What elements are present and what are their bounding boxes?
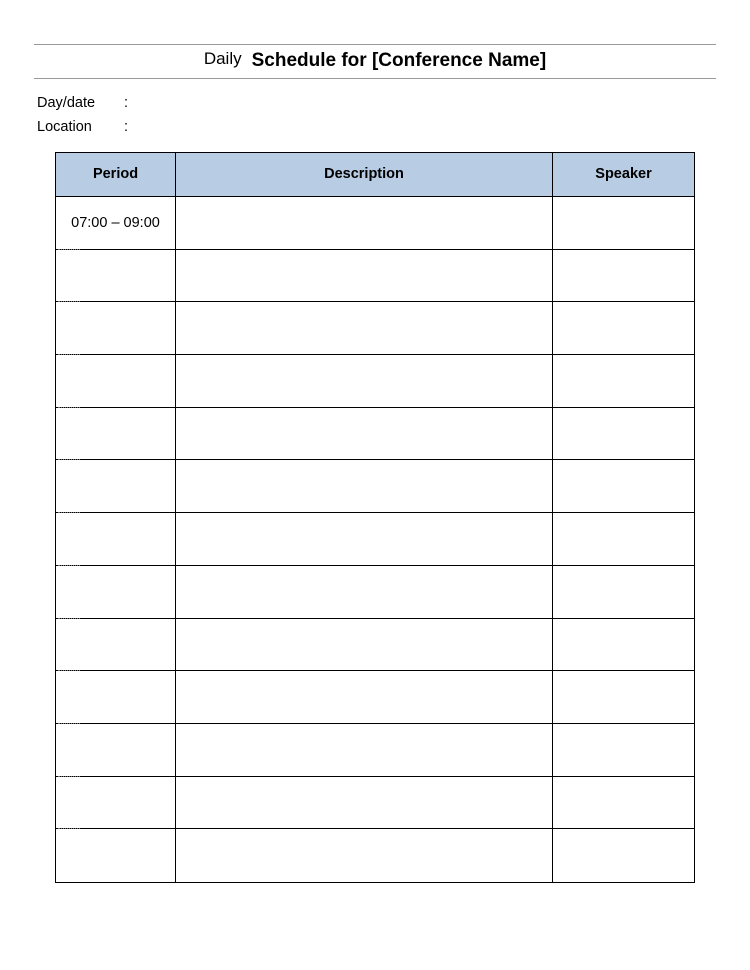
- period-cell: [56, 355, 175, 407]
- description-cell: [176, 250, 552, 302]
- header-description: Description: [324, 166, 404, 182]
- speaker-cell: [553, 197, 694, 249]
- page-title: [34, 46, 716, 76]
- speaker-cell: [553, 302, 694, 354]
- speaker-cell: [553, 829, 694, 882]
- period-cell: [56, 724, 175, 776]
- table-row: [56, 460, 694, 513]
- table-row: [56, 829, 694, 882]
- column-divider: [552, 153, 553, 882]
- description-cell: [176, 829, 552, 882]
- period-cell: [56, 829, 175, 882]
- description-cell: [176, 460, 552, 512]
- period-cell: [56, 302, 175, 354]
- header-period: Period: [92, 166, 139, 182]
- description-cell: [176, 724, 552, 776]
- speaker-cell: [553, 355, 694, 407]
- period-cell: [56, 408, 175, 460]
- table-header: [56, 153, 694, 197]
- speaker-cell: [553, 671, 694, 723]
- period-cell: [56, 619, 175, 671]
- period-cell: 07:00 – 09:00: [71, 215, 160, 231]
- table-row: [56, 355, 694, 408]
- column-divider: [175, 153, 176, 882]
- period-cell: [56, 566, 175, 618]
- day-date-row: [37, 93, 128, 113]
- speaker-cell: [553, 460, 694, 512]
- table-row: [56, 197, 694, 250]
- title-daily: Daily: [203, 49, 242, 68]
- speaker-cell: [553, 250, 694, 302]
- location-separator: :: [124, 119, 129, 135]
- period-cell: [56, 250, 175, 302]
- description-cell: [176, 566, 552, 618]
- speaker-cell: [553, 566, 694, 618]
- table-row: [56, 619, 694, 672]
- speaker-cell: [553, 513, 694, 565]
- period-cell: [56, 460, 175, 512]
- table-row: [56, 671, 694, 724]
- table-row: [56, 777, 694, 830]
- description-cell: [176, 408, 552, 460]
- title-main: Schedule for [Conference Name]: [251, 50, 547, 71]
- speaker-cell: [553, 777, 694, 829]
- period-cell: [56, 777, 175, 829]
- header-speaker: Speaker: [595, 166, 652, 182]
- location-row: [37, 117, 128, 137]
- table-row: [56, 724, 694, 777]
- day-date-label: Day/date: [37, 95, 96, 111]
- schedule-table: [55, 152, 695, 883]
- top-rule: [34, 44, 716, 45]
- location-label: Location: [37, 119, 92, 135]
- table-row: [56, 408, 694, 461]
- speaker-cell: [553, 408, 694, 460]
- description-cell: [176, 619, 552, 671]
- description-cell: [176, 197, 552, 249]
- description-cell: [176, 513, 552, 565]
- description-cell: [176, 355, 552, 407]
- period-cell: [56, 671, 175, 723]
- table-row: [56, 250, 694, 303]
- speaker-cell: [553, 619, 694, 671]
- bottom-rule: [34, 78, 716, 79]
- description-cell: [176, 302, 552, 354]
- day-date-separator: :: [124, 95, 129, 111]
- description-cell: [176, 777, 552, 829]
- period-cell: [56, 513, 175, 565]
- table-row: [56, 513, 694, 566]
- table-row: [56, 302, 694, 355]
- table-body: [56, 197, 694, 882]
- description-cell: [176, 671, 552, 723]
- table-row: [56, 566, 694, 619]
- speaker-cell: [553, 724, 694, 776]
